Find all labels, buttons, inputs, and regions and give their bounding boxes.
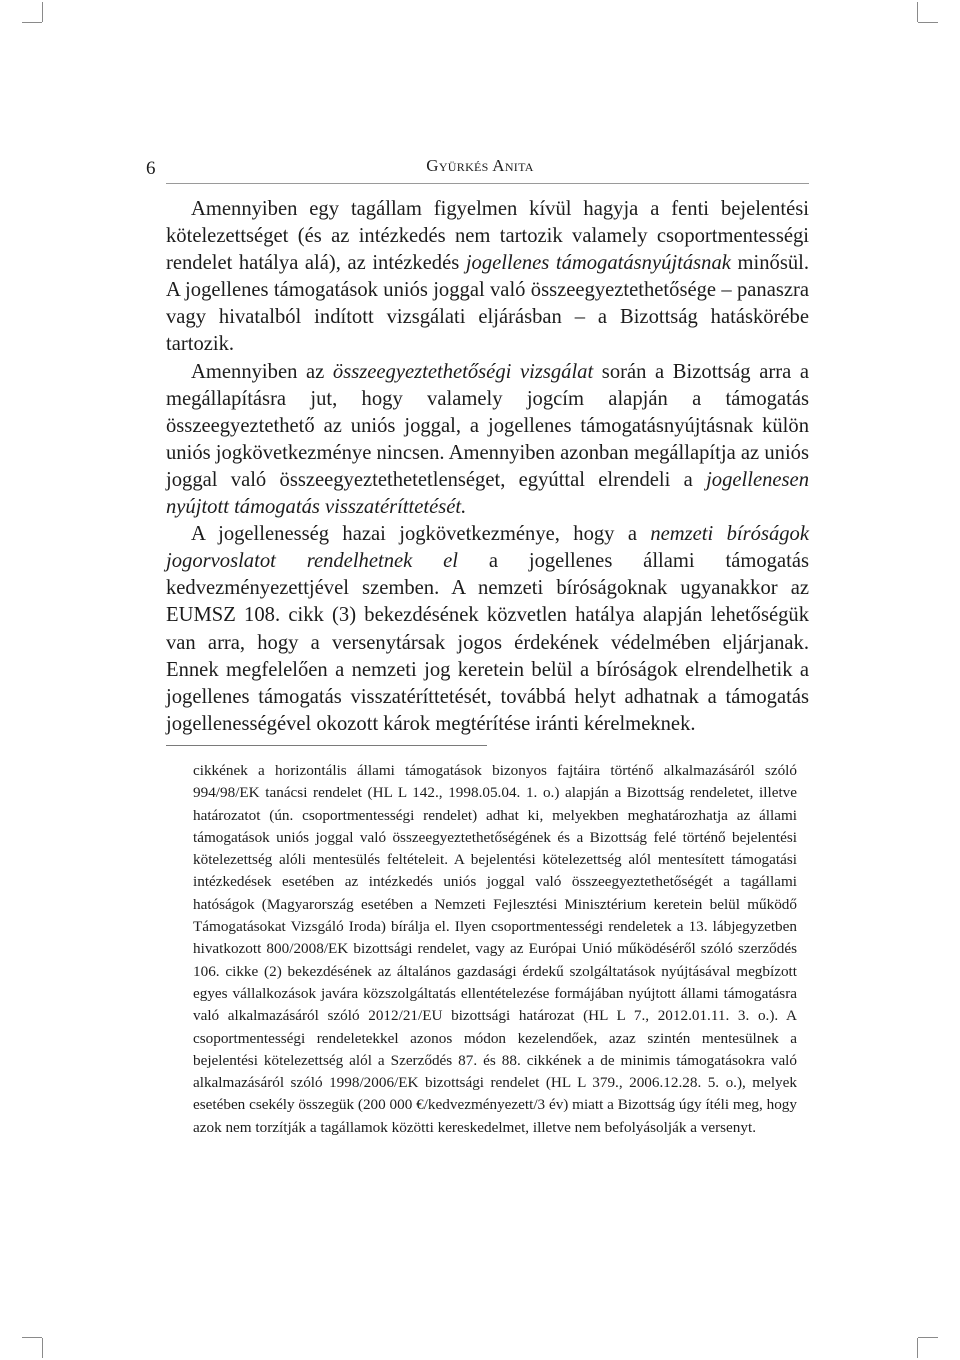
p3-emphasis-1: nemzeti bíróságok jogorvoslatot rendelhetnek el xyxy=(166,523,809,573)
p2-text-2: során a Bizottság arra a megállapításra jut, hogy valamely jogcím alapján a támogatás összeegyeztethető az uniós joggal, a jogellenes támogatásnyújtásnak külön uniós jogkövetkezménye nincsen. Amennyiben azonban megállapítja az uniós joggal való összeegyeztethetetlenséget, egyúttal elrendeli a xyxy=(166,360,809,491)
p3-text-1: A jogellenesség hazai jogkövetkezménye, hogy a xyxy=(191,523,651,546)
paragraph-2 xyxy=(166,359,809,522)
p1-text-1: Amennyiben egy tagállam figyelmen kívül hagyja a fenti bejelentési kötelezettséget (és az intézkedés nem tartozik valamely csoportmentességi rendelet hatálya alá), az intézkedés xyxy=(166,198,809,275)
running-head: Gyürkés Anita xyxy=(426,156,534,175)
p3-text-2: a jogellenes állami támogatás kedvezményezettjével szemben. A nemzeti bíróságoknak ugyanakkor az EUMSZ 108. cikk (3) bekezdésének közvetlen hatálya alapján lehetőségük van arra, hogy a versenytársak jogos érdekének védelmében eljárjanak. Ennek megfelelően a nemzeti jog keretein belül a bíróságok elrendelhetik a jogellenes támogatás visszatéríttetését, továbbá helyt adhatnak a támogatás jogellenességével okozott károk megtérítése iránti kérelmeknek. xyxy=(166,550,809,735)
crop-mark-bottom-left-h xyxy=(22,1337,42,1338)
crop-mark-top-right-v xyxy=(917,2,918,22)
page-number: 6 xyxy=(146,158,156,179)
crop-mark-top-left-v xyxy=(42,2,43,22)
p2-emphasis-2: jogellenesen nyújtott támogatás visszatéríttetését. xyxy=(166,468,809,519)
header-rule xyxy=(166,183,809,184)
footnote-text: cikkének a horizontális állami támogatások bizonyos fajtáira történő alkalmazásáról szóló 994/98/EK tanácsi rendelet (HL L 142., 1998.05.04. 1. o.) alapján a Bizottság rendeletet, illetve határozatot (ún. csoportmentességi rendelet) adhat ki, melyekben meghatározhatja az állami támogatások uniós joggal való összeegyeztethetőségének és a Bizottság felé történő bejelentési kötelezettség alóli mentesülés feltételeit. A bejelentési kötelezettség alól mentesített támogatási intézkedések esetében az intézkedés uniós joggal való összeegyeztethetőségét a tagállami hatóságok (Magyarország esetében a Nemzeti Fejlesztési Minisztérium keretein belül működő Támogatásokat Vizsgáló Iroda) bírálja el. Ilyen csoportmentességi rendeletek a 13. lábjegyzetben hivatkozott 800/2008/EK bizottsági rendelet, vagy az Európai Unió működéséről szóló szerződés 106. cikke (2) bekezdésének az általános gazdasági érdekű szolgáltatások nyújtásával megbízott egyes vállalkozások javára közszolgáltatás ellentételezése formájában nyújtott állami támogatásra való alkalmazásáról szóló 2012/21/EU bizottsági határozat (HL L 7., 2012.01.11. 3. o.). A csoportmentességi rendeletekkel azonos módon kezelendőek, azaz szintén mentesülnek a bejelentési kötelezettség alól a Szerződés 87. és 88. cikkének a de minimis támogatásokra való alkalmazásáról szóló 1998/2006/EK bizottsági rendelet (HL L 379., 2006.12.28. 5. o.), melyek esetében csekély összegük (200 000 €/kedvezményezett/3 év) miatt a Bizottság úgy ítéli meg, hogy azok nem torzítják a tagállamok közötti kereskedelmet, illetve nem befolyásolják a versenyt. xyxy=(193,762,797,1136)
footnote-rule xyxy=(166,745,487,746)
paragraph-3 xyxy=(166,521,809,738)
p2-text-1: Amennyiben az xyxy=(191,360,333,383)
crop-mark-top-right-h xyxy=(918,22,938,23)
p2-emphasis-1: összeegyeztethetőségi vizsgálat xyxy=(332,360,594,383)
body-text xyxy=(166,196,809,738)
p1-emphasis-1: jogellenes támogatásnyújtásnak xyxy=(465,252,731,275)
p1-text-2: minősül. A jogellenes támogatások uniós joggal való összeegyeztethetősége – panaszra vagy hivatalból indított vizsgálati eljárásban – a Bizottság hatáskörébe tartozik. xyxy=(166,252,810,356)
crop-mark-bottom-left-v xyxy=(42,1338,43,1358)
crop-mark-bottom-right-v xyxy=(917,1338,918,1358)
crop-mark-top-left-h xyxy=(22,22,42,23)
crop-mark-bottom-right-h xyxy=(918,1337,938,1338)
paragraph-1 xyxy=(166,196,809,359)
